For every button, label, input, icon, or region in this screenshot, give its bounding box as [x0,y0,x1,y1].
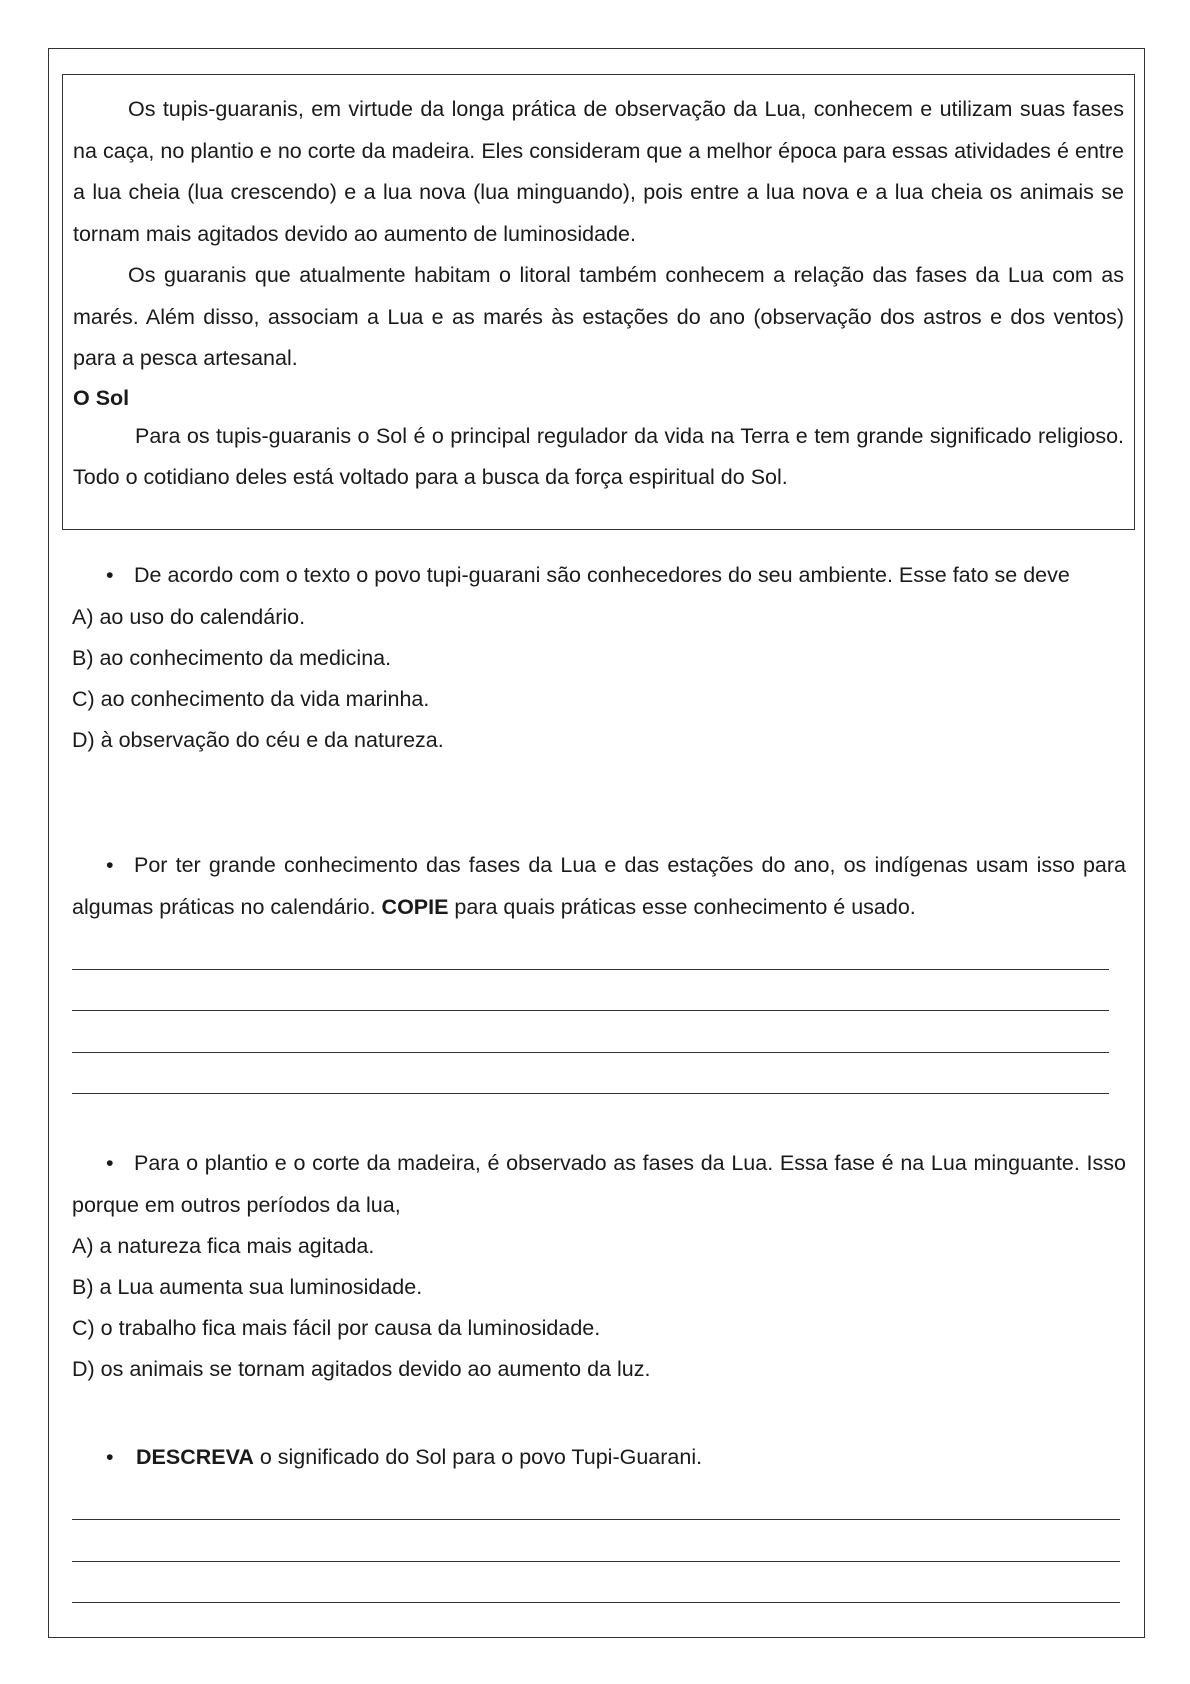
question-3-option-c: C) o trabalho fica mais fácil por causa da luminosidade. [72,1316,601,1340]
bullet-icon: • [106,1151,114,1175]
bullet-icon: • [106,563,114,587]
question-3-option-a: A) a natureza fica mais agitada. [72,1234,375,1258]
section-heading-sun: O Sol [73,385,130,410]
question-2-stem [72,845,1126,928]
question-2 [72,845,1126,1094]
question-4-stem [72,1437,1126,1479]
answer-line[interactable] [72,1520,1120,1562]
question-2-command: COPIE [381,894,449,919]
question-1-option-c: C) ao conhecimento da vida marinha. [72,686,430,711]
answer-line[interactable] [72,928,1109,970]
answer-line[interactable] [72,1011,1109,1053]
question-3-stem [72,1143,1126,1226]
answer-line[interactable] [72,970,1109,1012]
question-3-option-b: B) a Lua aumenta sua luminosidade. [72,1275,423,1299]
answer-line[interactable] [72,1562,1120,1604]
paragraph-tides: Os guaranis que atualmente habitam o litoral também conhecem a relação das fases da Lua com as marés. Além disso, associam a Lua e as marés às estações do ano (observação dos astros e dos ventos) para a pesca artesanal. [73,263,1124,370]
question-3-option-d: D) os animais se tornam agitados devido ao aumento da luz. [72,1357,651,1381]
question-2-text-end: para quais práticas esse conhecimento é usado. [448,894,916,919]
question-2-text: Por ter grande conhecimento das fases da Lua e das estações do ano, os indígenas usam isso para algumas práticas no calendário. [72,853,1126,919]
question-1 [72,555,1126,761]
paragraph-moon-hunting: Os tupis-guaranis, em virtude da longa prática de observação da Lua, conhecem e utilizam suas fases na caça, no plantio e no corte da madeira. Eles consideram que a melhor época para essas atividades é entre a lua cheia (lua crescendo) e a lua nova (lua minguando), pois entre a lua nova e a lua cheia os animais se tornam mais agitados devido ao aumento de luminosidade. [73,97,1124,246]
answer-line[interactable] [72,1479,1120,1521]
question-4-text: o significado do Sol para o povo Tupi-Guarani. [253,1445,703,1469]
question-4-answer-lines [72,1479,1120,1604]
answer-line[interactable] [72,1053,1109,1095]
paragraph-sun: Para os tupis-guaranis o Sol é o principal regulador da vida na Terra e tem grande significado religioso. Todo o cotidiano deles está voltado para a busca da força espiritual do Sol. [73,423,1124,489]
question-3 [72,1143,1126,1390]
question-4 [72,1437,1126,1603]
question-1-option-d: D) à observação do céu e da natureza. [72,727,444,752]
question-1-option-a: A) ao uso do calendário. [72,604,306,629]
question-1-option-b: B) ao conhecimento da medicina. [72,645,392,670]
reading-text-box [62,74,1135,530]
bullet-icon: • [106,1445,114,1469]
bullet-icon: • [106,853,114,877]
question-3-text: Para o plantio e o corte da madeira, é observado as fases da Lua. Essa fase é na Lua minguante. Isso porque em outros períodos da lua, [72,1151,1126,1217]
question-1-text: De acordo com o texto o povo tupi-guarani são conhecedores do seu ambiente. Esse fato se deve [134,563,1070,587]
question-2-answer-lines [72,928,1109,1094]
question-4-command: DESCREVA [136,1445,254,1469]
question-1-stem [72,555,1126,597]
